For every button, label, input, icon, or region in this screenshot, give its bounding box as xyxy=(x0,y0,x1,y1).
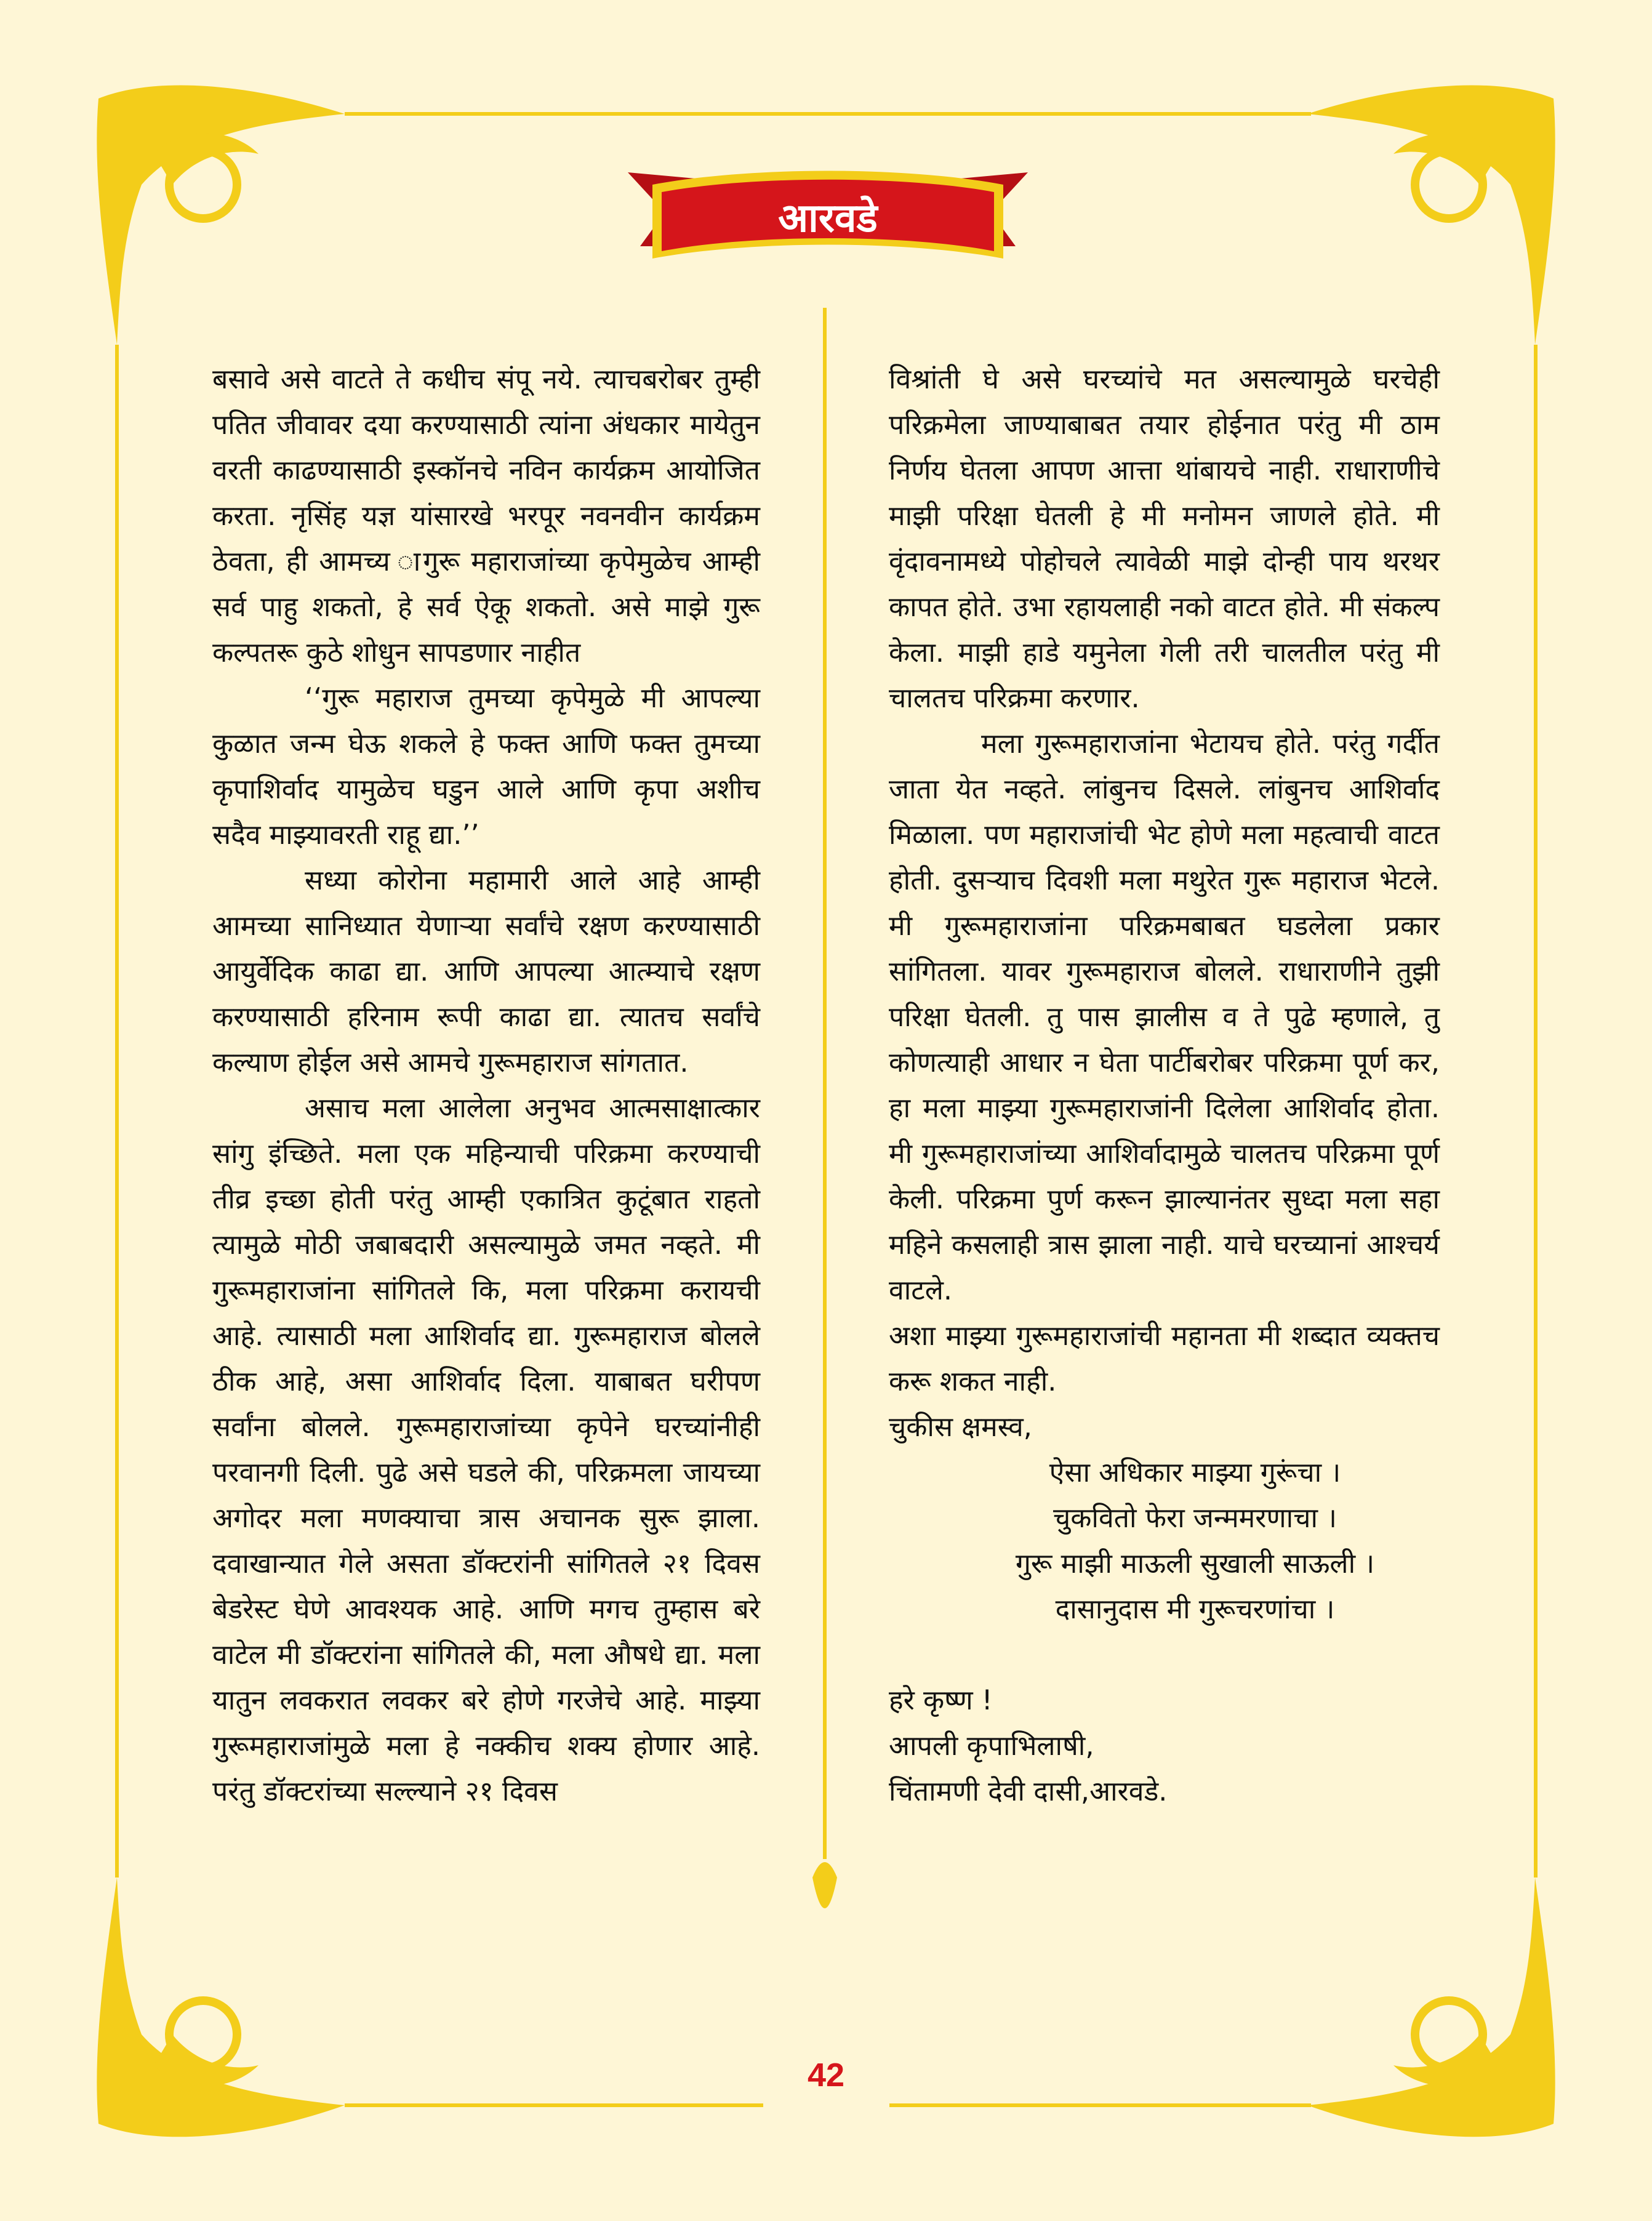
closing-line: आपली कृपाभिलाषी, xyxy=(889,1730,1094,1762)
spacer xyxy=(889,1633,1440,1678)
page-title: आरवडे xyxy=(778,195,878,241)
page-number: 42 xyxy=(807,2057,845,2094)
right-paragraph-3: अशा माझ्या गुरूमहाराजांची महानता मी शब्दात व्यक्तच करू शकत नाही. xyxy=(889,1320,1440,1397)
corner-ornament-bottom-left xyxy=(97,1878,345,2137)
right-paragraph-2: मला गुरूमहाराजांना भेटायच होते. परंतु गर्दीत जाता येत नव्हते. लांबुनच दिसले. लांबुनच आशिर्वाद मिळाला. पण महाराजांची भेट होणे मला महत्वाची वाटत होती. दुसऱ्याच दिवशी मला मथुरेत गुरू महाराज भेटले. मी गुरूमहाराजांना परिक्रमबाबत घडलेला प्रकार सांगितला. यावर गुरूमहाराज बोलले. राधाराणीने तुझी परिक्षा घेतली. तु पास झालीस व ते पुढे म्हणाले, तु कोणत्याही आधार न घेता पार्टीबरोबर परिक्रमा पूर्ण कर, हा मला माझ्या गुरूमहाराजांनी दिलेला आशिर्वाद होता. मी गुरूमहाराजांच्या आशिर्वादामुळे चालतच परिक्रमा पूर्ण केली. परिक्रमा पुर्ण करून झाल्यानंतर सुध्दा मला सहा महिने कसलाही त्रास झाला नाही. याचे घरच्यानां आश्चर्य वाटले. xyxy=(889,728,1440,1306)
poem-line-1: ऐसा अधिकार माझ्या गुरूंचा । xyxy=(1049,1457,1341,1488)
corner-ornament-top-right xyxy=(1307,85,1555,345)
signature: चिंतामणी देवी दासी,आरवडे. xyxy=(889,1776,1168,1807)
left-paragraph-2: ‘‘गुरू महाराज तुमच्या कृपेमुळे मी आपल्या कुळात जन्म घेऊ शकले हे फक्त आणि फक्त तुमच्या कृपाशिर्वाद यामुळेच घडुन आले आणि कृपा अशीच सदैव माझ्यावरती राहू द्या.’’ xyxy=(212,683,760,851)
left-paragraph-3: सध्या कोरोना महामारी आले आहे आम्ही आमच्या सानिध्यात येणाऱ्या सर्वांचे रक्षण करण्यासाठी आयुर्वेदिक काढा द्या. आणि आपल्या आत्म्याचे रक्षण करण्यासाठी हरिनाम रूपी काढा द्या. त्यातच सर्वांचे कल्याण होईल असे आमचे गुरूमहाराज सांगतात. xyxy=(212,865,760,1078)
right-column xyxy=(889,357,1440,1815)
column-divider xyxy=(794,308,856,1908)
closing-greeting: हरे कृष्ण ! xyxy=(889,1685,993,1716)
corner-ornament-top-left xyxy=(97,85,345,345)
left-paragraph-4: असाच मला आलेला अनुभव आत्मसाक्षात्कार सांगु इंच्छिते. मला एक महिन्याची परिक्रमा करण्याची तीव्र इच्छा होती परंतु आम्ही एकात्रित कुटूंबात राहतो त्यामुळे मोठी जबाबदारी असल्यामुळे जमत नव्हते. मी गुरूमहाराजांना सांगितले कि, मला परिक्रमा करायची आहे. त्यासाठी मला आशिर्वाद द्या. गुरूमहाराज बोलले ठीक आहे, असा आशिर्वाद दिला. याबाबत घरीपण सर्वांना बोलले. गुरूमहाराजांच्या कृपेने घरच्यांनीही परवानगी दिली. पुढे असे घडले की, परिक्रमला जायच्या अगोदर मला मणक्याचा त्रास अचानक सुरू झाला. दवाखान्यात गेले असता डॉक्टरांनी सांगितले २१ दिवस बेडरेस्ट घेणे आवश्यक आहे. आणि मगच तुम्हास बरे वाटेल मी डॉक्टरांना सांगितले की, मला औषधे द्या. मला यातुन लवकरात लवकर बरे होणे गरजेचे आहे. माझ्या गुरूमहाराजांमुळे मला हे नक्कीच शक्य होणार आहे. परंतु डॉक्टरांच्या सल्ल्याने २१ दिवस xyxy=(212,1093,760,1807)
left-column xyxy=(212,357,760,1815)
corner-ornament-bottom-right xyxy=(1307,1878,1555,2137)
right-paragraph-4: चुकीस क्षमस्व, xyxy=(889,1412,1032,1443)
left-paragraph-1: बसावे असे वाटते ते कधीच संपू नये. त्याचबरोबर तुम्ही पतित जीवावर दया करण्यासाठी त्यांना अंधकार मायेतुन वरती काढण्यासाठी इस्कॉनचे नविन कार्यक्रम आयोजित करता. नृसिंह यज्ञ यांसारखे भरपूर नवनवीन कार्यक्रम ठेवता, ही आमच्य ागुरू महाराजांच्या कृपेमुळेच आम्ही सर्व पाहु शकतो, हे सर्व ऐकू शकतो. असे माझे गुरू कल्पतरू कुठे शोधुन सापडणार नाहीत xyxy=(212,364,760,669)
poem-line-4: दासानुदास मी गुरूचरणांचा । xyxy=(1055,1594,1335,1625)
right-paragraph-1: विश्रांती घे असे घरच्यांचे मत असल्यामुळे घरचेही परिक्रमेला जाण्याबाबत तयार होईनात परंतु मी ठाम निर्णय घेतला आपण आत्ता थांबायचे नाही. राधाराणीचे माझी परिक्षा घेतली हे मी मनोमन जाणले होते. मी वृंदावनामध्ये पोहोचले त्यावेळी माझे दोन्ही पाय थरथर कापत होते. उभा रहायलाही नको वाटत होते. मी संकल्प केला. माझी हाडे यमुनेला गेली तरी चालतील परंतु मी चालतच परिक्रमा करणार. xyxy=(889,364,1440,714)
poem-line-2: चुकवितो फेरा जन्ममरणाचा । xyxy=(1053,1503,1337,1534)
poem-line-3: गुरू माझी माऊली सुखाली साऊली । xyxy=(1015,1548,1375,1580)
